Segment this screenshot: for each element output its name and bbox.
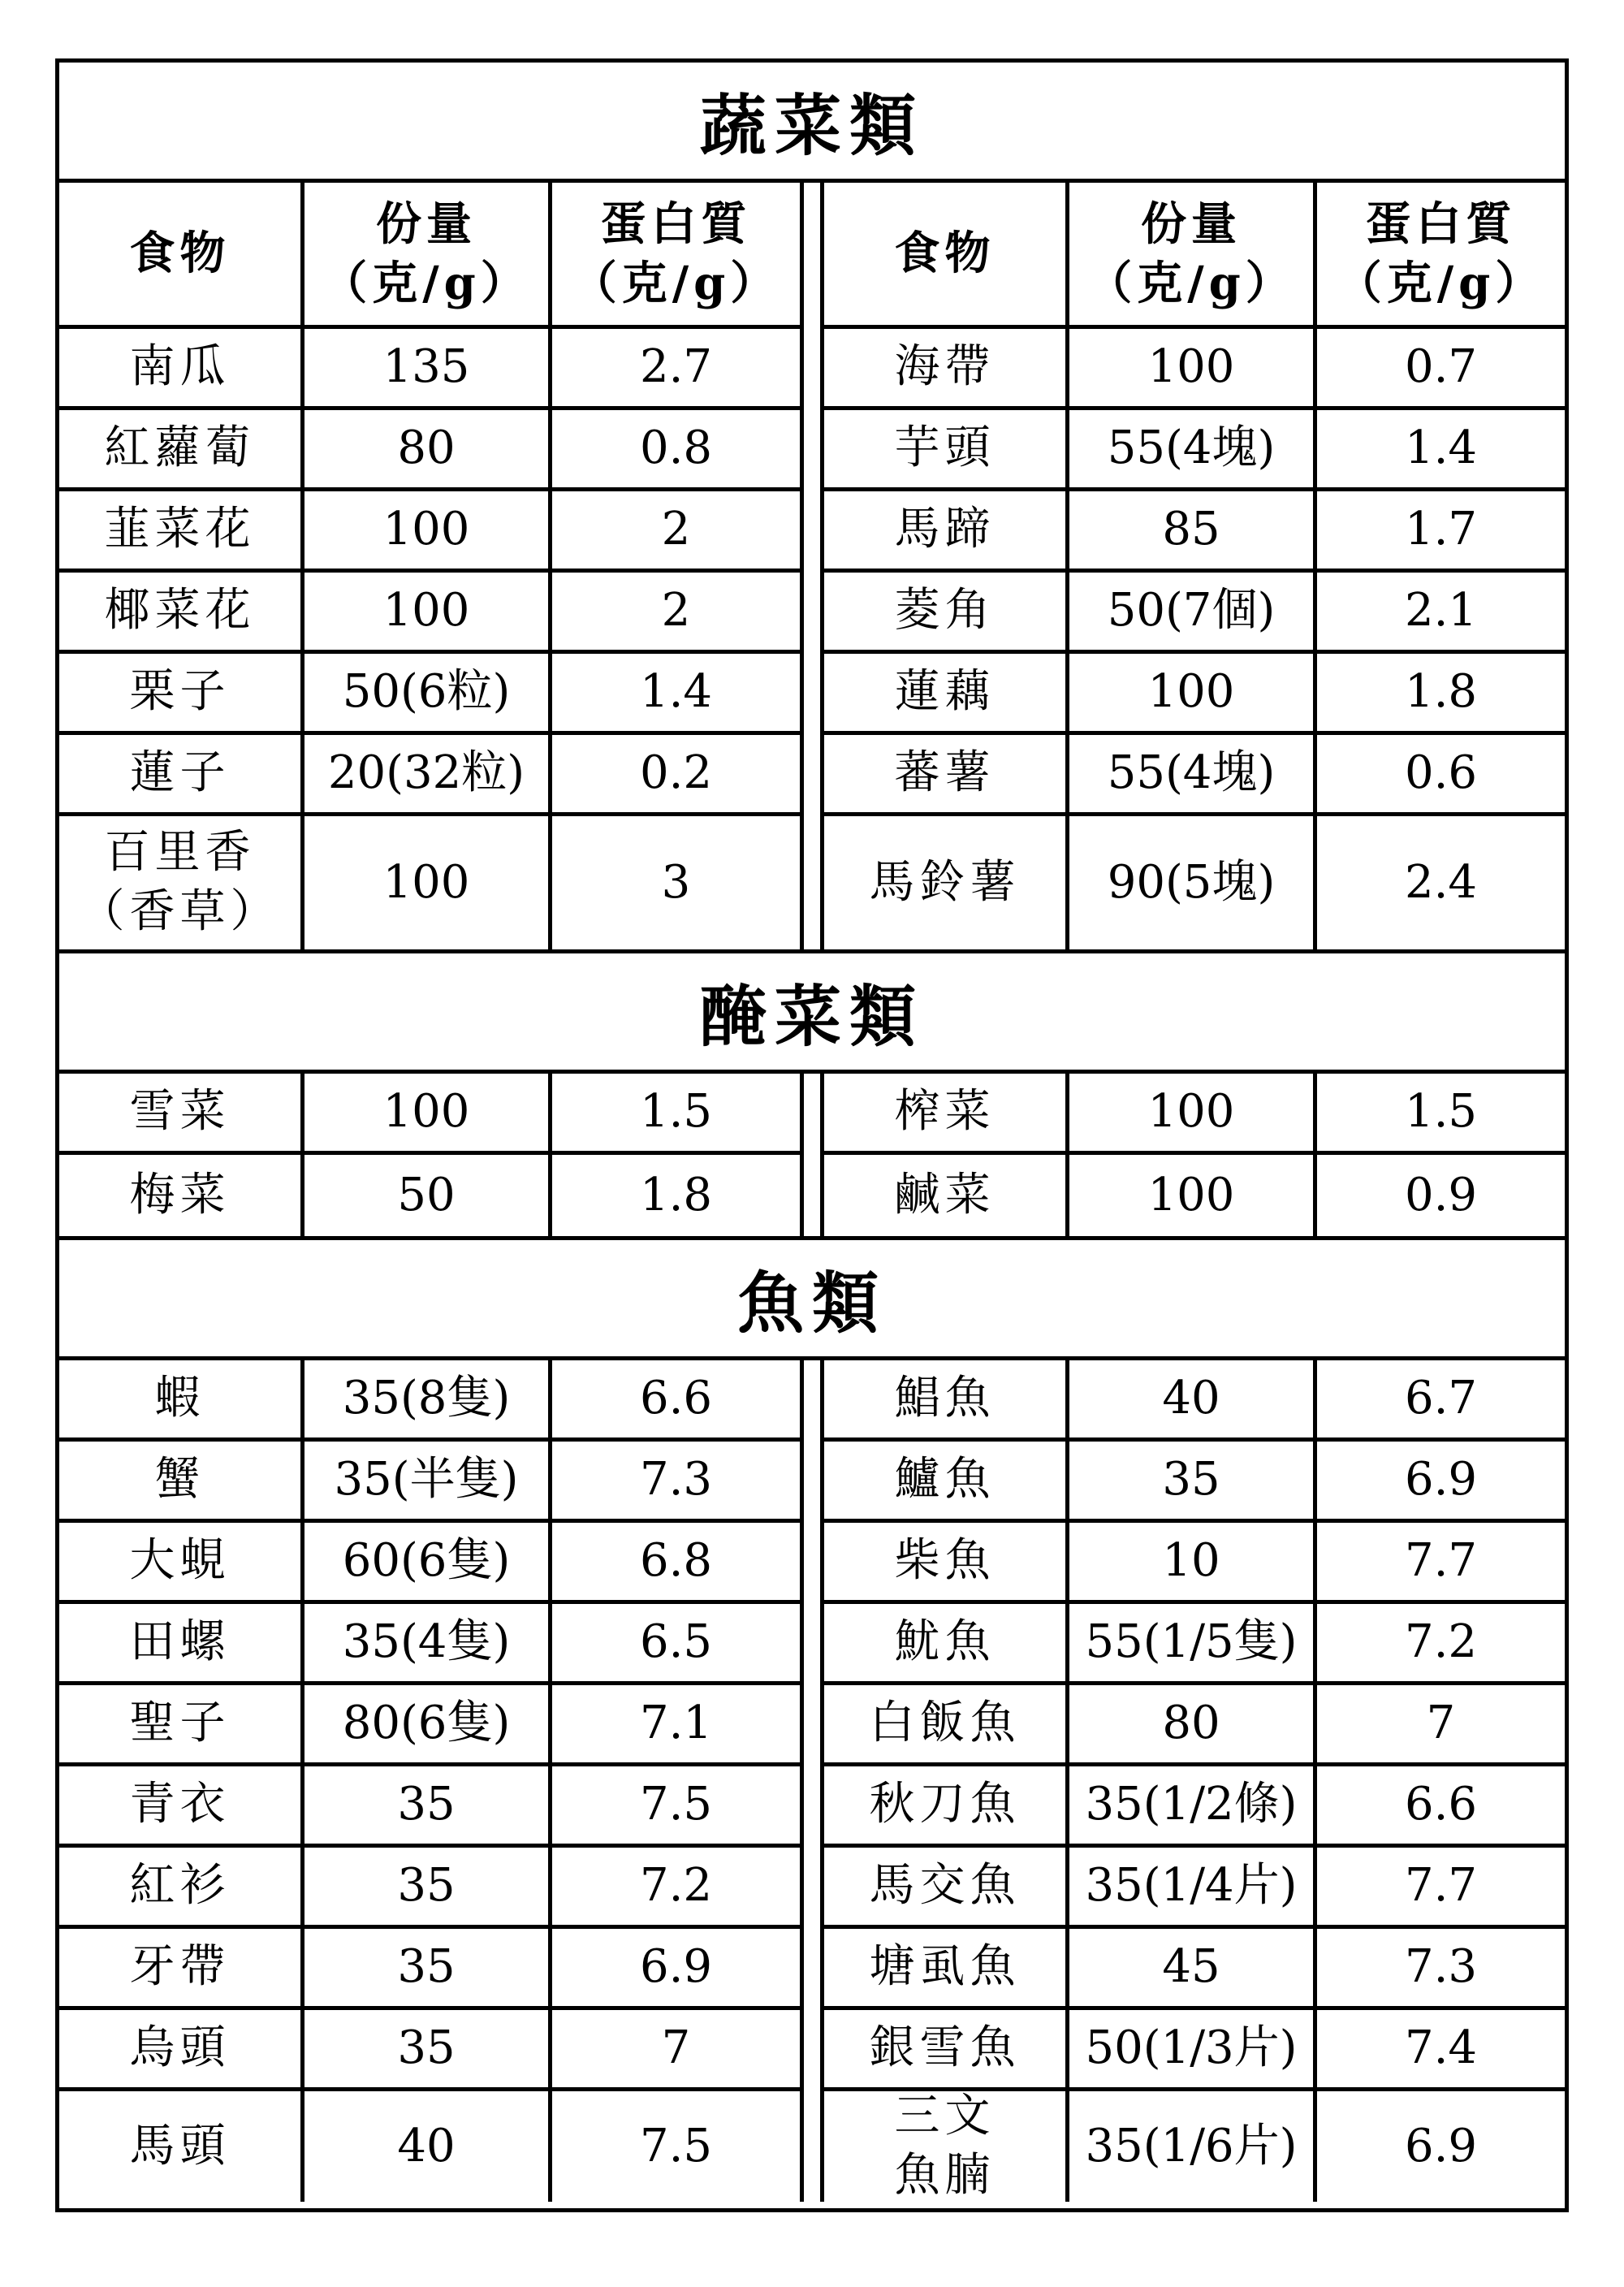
cell-protein: 0.6 — [1404, 746, 1478, 800]
cell-food: 蕃薯 — [824, 735, 1069, 812]
table-row — [59, 1604, 800, 1685]
cell-food: 紅衫 — [59, 1848, 304, 1925]
cell-food: 雪菜 — [59, 1074, 304, 1151]
cell-amount: 100 — [304, 573, 552, 650]
cell-protein: 3 — [661, 855, 691, 909]
cell-food: 鯧魚 — [824, 1360, 1069, 1437]
cell-protein: 2 — [661, 503, 691, 556]
cell-food: 梅菜 — [59, 1155, 304, 1236]
cell-protein: 1.4 — [639, 665, 713, 719]
cell-amount: 80 — [1069, 1685, 1317, 1762]
section-block — [59, 1074, 1565, 1240]
table-row — [59, 2091, 800, 2202]
cell-food: 蓮藕 — [824, 654, 1069, 731]
table-row — [824, 1360, 1565, 1442]
table-row — [824, 1523, 1565, 1604]
cell-food: 鹹菜 — [824, 1155, 1069, 1236]
cell-amount: 40 — [304, 2091, 552, 2202]
table-row — [824, 816, 1565, 949]
cell-food: 塘虱魚 — [824, 1929, 1069, 2006]
table-row — [59, 491, 800, 573]
cell-amount: 80(6隻) — [304, 1685, 552, 1762]
column-header-amount: 份量 （克/g） — [1069, 183, 1317, 325]
cell-protein: 6.9 — [639, 1940, 713, 1994]
cell-amount: 100 — [1069, 1074, 1317, 1151]
cell-amount: 55(4塊) — [1069, 410, 1317, 487]
cell-protein: 6.9 — [1404, 2119, 1478, 2172]
column-header-amount: 份量 （克/g） — [304, 183, 552, 325]
cell-amount: 100 — [1069, 329, 1317, 406]
cell-amount: 35 — [304, 1848, 552, 1925]
cell-food: 聖子 — [59, 1685, 304, 1762]
table-panel-left — [59, 183, 800, 949]
cell-amount: 40 — [1069, 1360, 1317, 1437]
cell-protein: 6.7 — [1404, 1372, 1478, 1425]
cell-protein: 7 — [1426, 1697, 1456, 1750]
table-row — [59, 1523, 800, 1604]
table-row — [824, 1848, 1565, 1929]
column-header-food: 食物 — [824, 183, 1069, 325]
section-title: 醃菜類 — [59, 953, 1565, 1074]
cell-protein: 2.7 — [639, 340, 713, 394]
cell-protein: 6.6 — [1404, 1778, 1478, 1831]
cell-protein: 7.1 — [639, 1697, 713, 1750]
table-row — [59, 1848, 800, 1929]
cell-amount: 85 — [1069, 491, 1317, 569]
cell-food: 菱角 — [824, 573, 1069, 650]
cell-protein: 7.3 — [1404, 1940, 1478, 1994]
table-panel-right — [824, 1074, 1565, 1236]
cell-amount: 35 — [304, 1929, 552, 2006]
cell-protein: 0.7 — [1404, 340, 1478, 394]
cell-amount: 100 — [1069, 1155, 1317, 1236]
cell-protein: 7.5 — [639, 2119, 713, 2172]
cell-amount: 100 — [304, 816, 552, 949]
cell-protein: 1.7 — [1404, 503, 1478, 556]
section-title: 蔬菜類 — [59, 63, 1565, 183]
table-panel-left — [59, 1360, 800, 2202]
cell-food: 榨菜 — [824, 1074, 1069, 1151]
table-row — [824, 654, 1565, 735]
cell-amount: 90(5塊) — [1069, 816, 1317, 949]
cell-amount: 35 — [304, 2010, 552, 2087]
cell-amount: 55(4塊) — [1069, 735, 1317, 812]
table-row — [824, 573, 1565, 654]
cell-amount: 35(4隻) — [304, 1604, 552, 1681]
cell-food: 馬鈴薯 — [824, 816, 1069, 949]
header-row — [824, 183, 1565, 329]
cell-protein: 0.9 — [1404, 1168, 1478, 1221]
table-row — [824, 1929, 1565, 2010]
table-row — [59, 410, 800, 491]
cell-food: 紅蘿蔔 — [59, 410, 304, 487]
cell-amount: 10 — [1069, 1523, 1317, 1600]
cell-amount: 60(6隻) — [304, 1523, 552, 1600]
cell-food: 韮菜花 — [59, 491, 304, 569]
cell-food: 柴魚 — [824, 1523, 1069, 1600]
cell-amount: 135 — [304, 329, 552, 406]
cell-food: 百里香 （香草） — [59, 816, 304, 949]
table-row — [59, 1074, 800, 1155]
cell-protein: 1.8 — [639, 1168, 713, 1221]
cell-food: 三文 魚腩 — [824, 2091, 1069, 2202]
cell-protein: 7.7 — [1404, 1859, 1478, 1913]
cell-protein: 6.9 — [1404, 1453, 1478, 1507]
cell-protein: 7.7 — [1404, 1534, 1478, 1588]
cell-food: 蓮子 — [59, 735, 304, 812]
section-title: 魚類 — [59, 1240, 1565, 1360]
table-row — [824, 491, 1565, 573]
cell-protein: 7 — [661, 2021, 691, 2075]
cell-amount: 50 — [304, 1155, 552, 1236]
table-row — [824, 735, 1565, 816]
cell-protein: 1.5 — [1404, 1085, 1478, 1139]
table-panel-right — [824, 1360, 1565, 2202]
cell-food: 栗子 — [59, 654, 304, 731]
table-panel-left — [59, 1074, 800, 1236]
table-row — [59, 816, 800, 949]
table-row — [824, 1604, 1565, 1685]
column-header-protein: 蛋白質 （克/g） — [571, 197, 781, 310]
cell-food: 蝦 — [59, 1360, 304, 1437]
cell-food: 魷魚 — [824, 1604, 1069, 1681]
table-row — [824, 1685, 1565, 1766]
cell-food: 蟹 — [59, 1442, 304, 1519]
cell-protein: 6.8 — [639, 1534, 713, 1588]
cell-amount: 35(8隻) — [304, 1360, 552, 1437]
table-row — [59, 1766, 800, 1848]
cell-amount: 50(6粒) — [304, 654, 552, 731]
cell-amount: 100 — [1069, 654, 1317, 731]
cell-food: 田螺 — [59, 1604, 304, 1681]
table-row — [824, 410, 1565, 491]
cell-protein: 1.8 — [1404, 665, 1478, 719]
cell-amount: 35 — [1069, 1442, 1317, 1519]
table-panel-right — [824, 183, 1565, 949]
cell-food: 鱸魚 — [824, 1442, 1069, 1519]
cell-amount: 35(1/4片) — [1069, 1848, 1317, 1925]
cell-protein: 2.4 — [1404, 855, 1478, 909]
table-row — [824, 1155, 1565, 1236]
table-row — [59, 1929, 800, 2010]
cell-protein: 7.2 — [639, 1859, 713, 1913]
cell-amount: 35 — [304, 1766, 552, 1844]
cell-food: 南瓜 — [59, 329, 304, 406]
cell-protein: 2 — [661, 584, 691, 638]
table-row — [59, 2010, 800, 2091]
cell-protein: 6.6 — [639, 1372, 713, 1425]
cell-food: 大蜆 — [59, 1523, 304, 1600]
table-row — [824, 1766, 1565, 1848]
cell-food: 白飯魚 — [824, 1685, 1069, 1762]
column-header-food: 食物 — [59, 183, 304, 325]
protein-table — [55, 58, 1569, 2212]
table-row — [59, 573, 800, 654]
cell-food: 馬蹄 — [824, 491, 1069, 569]
cell-protein: 0.8 — [639, 422, 713, 475]
table-row — [824, 1442, 1565, 1523]
cell-amount: 35(1/2條) — [1069, 1766, 1317, 1844]
table-row — [59, 735, 800, 816]
table-row — [824, 329, 1565, 410]
cell-protein: 1.4 — [1404, 422, 1478, 475]
cell-amount: 35(半隻) — [304, 1442, 552, 1519]
cell-amount: 50(7個) — [1069, 573, 1317, 650]
cell-protein: 7.4 — [1404, 2021, 1478, 2075]
column-header-protein: 蛋白質 （克/g） — [1336, 197, 1546, 310]
cell-food: 牙帶 — [59, 1929, 304, 2006]
cell-food: 椰菜花 — [59, 573, 304, 650]
table-row — [824, 1074, 1565, 1155]
cell-protein: 6.5 — [639, 1615, 713, 1669]
table-row — [824, 2010, 1565, 2091]
table-row — [59, 1442, 800, 1523]
cell-amount: 20(32粒) — [304, 735, 552, 812]
cell-food: 烏頭 — [59, 2010, 304, 2087]
cell-amount: 50(1/3片) — [1069, 2010, 1317, 2087]
cell-food: 馬交魚 — [824, 1848, 1069, 1925]
cell-amount: 55(1/5隻) — [1069, 1604, 1317, 1681]
cell-food: 海帶 — [824, 329, 1069, 406]
section-block — [59, 183, 1565, 953]
cell-protein: 7.3 — [639, 1453, 713, 1507]
cell-food: 銀雪魚 — [824, 2010, 1069, 2087]
cell-amount: 35(1/6片) — [1069, 2091, 1317, 2202]
cell-food: 青衣 — [59, 1766, 304, 1844]
table-row — [59, 1155, 800, 1236]
cell-protein: 1.5 — [639, 1085, 713, 1139]
cell-amount: 100 — [304, 491, 552, 569]
cell-food: 秋刀魚 — [824, 1766, 1069, 1844]
cell-food: 芋頭 — [824, 410, 1069, 487]
cell-amount: 80 — [304, 410, 552, 487]
table-row — [59, 654, 800, 735]
section-block — [59, 1360, 1565, 2202]
panel-divider — [800, 1074, 824, 1236]
cell-food: 馬頭 — [59, 2091, 304, 2202]
table-row — [824, 2091, 1565, 2202]
cell-protein: 0.2 — [639, 746, 713, 800]
cell-amount: 45 — [1069, 1929, 1317, 2006]
cell-protein: 2.1 — [1404, 584, 1478, 638]
header-row — [59, 183, 800, 329]
table-row — [59, 1360, 800, 1442]
panel-divider — [800, 1360, 824, 2202]
table-row — [59, 329, 800, 410]
cell-amount: 100 — [304, 1074, 552, 1151]
table-row — [59, 1685, 800, 1766]
cell-protein: 7.2 — [1404, 1615, 1478, 1669]
panel-divider — [800, 183, 824, 949]
cell-protein: 7.5 — [639, 1778, 713, 1831]
